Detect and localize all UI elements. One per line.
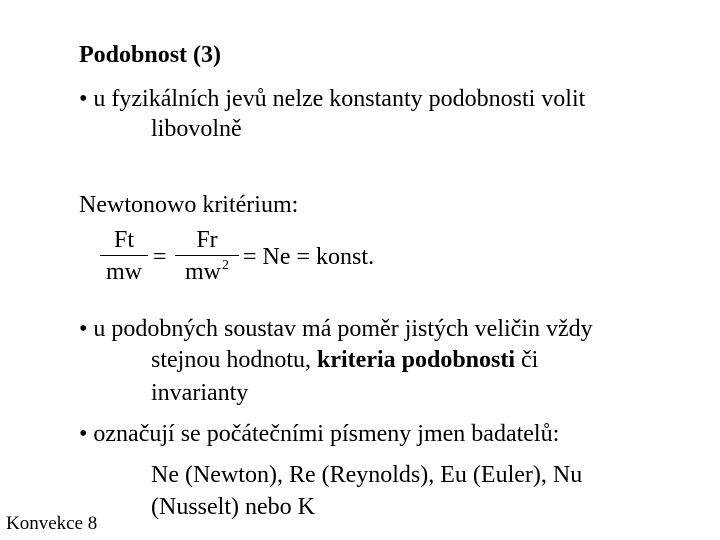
fraction-2-denominator-wrap [175,258,239,286]
fraction-fr-over-mw2 [175,226,239,286]
slide-title: Podobnost (3) [79,42,222,68]
criterion-label: Newtonowo kritérium: [79,192,299,218]
bullet-2-line-2-start: stejnou hodnotu, [151,347,317,373]
fraction-1-numerator: Ft [113,227,134,253]
fraction-2-denominator: mw [185,259,221,285]
bullet-3-line-2: Ne (Newton), Re (Reynolds), Eu (Euler), Nu [151,462,583,488]
bullet-2-line-3: invarianty [151,380,249,406]
bullet-2-line-2-end: či [515,347,539,373]
fraction-1-bar [100,255,148,256]
slide-footer: Konvekce 8 [6,513,98,534]
fraction-2-bar [175,255,239,256]
fraction-ft-over-mw [100,226,148,286]
fraction-2-exponent: 2 [222,258,229,273]
bullet-2-line-2 [151,346,538,374]
bullet-1-line-1: • u fyzikálních jevů nelze konstanty podobnosti volit [79,86,586,112]
formula-right-side: = Ne = konst. [243,244,375,270]
bullet-2-bold-term: kriteria podobnosti [317,347,516,373]
newton-formula [98,226,398,290]
bullet-3-line-3: (Nusselt) nebo K [151,494,315,520]
bullet-2-line-1: • u podobných soustav má poměr jistých veličin vždy [79,316,593,342]
fraction-1-denominator: mw [106,259,142,285]
bullet-1-line-2: libovolně [151,116,242,142]
equals-sign: = [153,244,167,270]
bullet-3-line-1: • označují se počátečními písmeny jmen badatelů: [79,421,560,447]
fraction-2-numerator: Fr [196,227,218,253]
